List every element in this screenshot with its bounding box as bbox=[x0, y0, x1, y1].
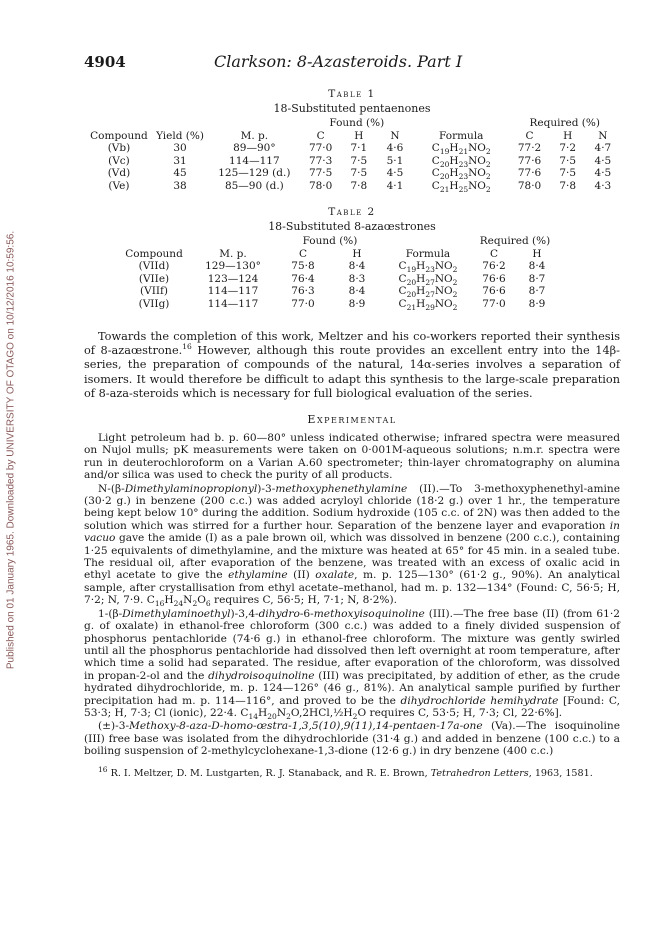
exp-p2-n-sym: N bbox=[183, 594, 193, 607]
cell-found-n: 4·1 bbox=[386, 179, 404, 192]
formula-o-sub: 2 bbox=[452, 265, 458, 275]
cell-formula bbox=[384, 273, 472, 286]
exp-p2-sub-n: 2 bbox=[192, 599, 198, 609]
formula-h-sub: 29 bbox=[425, 302, 435, 312]
table1-title: 18-Substituted pentaenones bbox=[273, 102, 431, 115]
footnote-ref: 16 bbox=[98, 764, 108, 774]
table2-row bbox=[118, 260, 558, 273]
table1-row bbox=[86, 180, 620, 193]
formula-rest: NO bbox=[468, 179, 486, 192]
table1-caption: Table 1 bbox=[328, 88, 376, 100]
cell-compound: (VIIe) bbox=[138, 272, 170, 285]
formula-rest: NO bbox=[468, 167, 486, 179]
cell-found-h: 7·5 bbox=[350, 154, 368, 167]
formula-h-sub: 27 bbox=[425, 277, 435, 287]
formula-h: H bbox=[416, 297, 426, 310]
formula-o-sub: 2 bbox=[485, 172, 491, 182]
table1-found-label: Found (%) bbox=[329, 117, 385, 129]
cell-req-h: 7·5 bbox=[559, 154, 577, 167]
exp-p3-h-sym: H bbox=[258, 706, 268, 719]
table1-col-compound: Compound bbox=[90, 129, 148, 142]
cell-yield: 31 bbox=[173, 154, 187, 167]
download-watermark-text: Published on 01 January 1965. Downloaded by UNIVERSITY OF OTAGO on 10/12/2016 10:59:56. bbox=[5, 230, 17, 670]
cell-req-c: 76·6 bbox=[482, 272, 506, 285]
cell-compound: (VIIg) bbox=[138, 297, 170, 310]
exp-p2-oxalate: oxalate bbox=[315, 569, 355, 582]
cell-req-n: 4·5 bbox=[594, 167, 612, 179]
exp-p2-title: Dimethylaminopropionyl bbox=[124, 482, 258, 495]
formula-h: H bbox=[416, 260, 426, 272]
exp-p4-b: (Va).—The isoquinoline (III) free base was isolated from the dihydrochloride (31·4 g.) and added in benzene (100 c.c.) to a boiling suspension of 2-methylcyclohexane-1,3-dione (12·6 g.) in dry benzene (400 c.c.) bbox=[84, 720, 620, 758]
exp-p2-invacuo: in vacuo bbox=[84, 519, 620, 545]
cell-req-h: 7·8 bbox=[559, 179, 577, 192]
exp-p2-b: )-3- bbox=[257, 482, 276, 495]
cell-yield: 30 bbox=[173, 142, 187, 154]
cell-mp: 114—117 bbox=[207, 297, 259, 310]
formula-c: C bbox=[398, 285, 407, 297]
table2-caption: Table 2 bbox=[328, 206, 376, 218]
footnote-16 bbox=[84, 764, 620, 780]
page-content bbox=[84, 52, 620, 779]
exp-p3-g: O requires C, 53·5; H, 7·3; Cl, 22·6%]. bbox=[357, 706, 563, 719]
formula-h-sub: 23 bbox=[425, 265, 435, 275]
formula-rest: NO bbox=[468, 142, 486, 154]
table2-required-label: Required (%) bbox=[479, 235, 551, 247]
cell-found-c: 75·8 bbox=[291, 260, 315, 272]
table2-title: 18-Substituted 8-azaœstrones bbox=[268, 220, 436, 233]
table1-col-found-h: H bbox=[354, 129, 364, 142]
exp-p3-title: Dimethylaminoethyl bbox=[122, 607, 231, 620]
cell-req-n: 4·7 bbox=[594, 142, 612, 154]
cell-formula bbox=[413, 142, 509, 155]
cell-req-c: 77·2 bbox=[517, 142, 542, 154]
cell-found-h: 8·9 bbox=[348, 297, 366, 310]
formula-o-sub: 2 bbox=[485, 147, 491, 157]
table2-header-row bbox=[118, 248, 558, 261]
exp-p2-a: N-(β- bbox=[98, 482, 125, 495]
table2-row bbox=[118, 285, 558, 298]
exp-p2-sub-h: 24 bbox=[173, 599, 184, 609]
cell-formula bbox=[384, 260, 472, 273]
exp-p2-d: gave the amide (I) as a pale brown oil, which was dissolved in benzene (200 c.c.), containing 1·25 equivalents of dimethylamine, and the mixture was heated at 65° for 45 min. in a sealed tube. The residual oil, after evaporation of the benzene, was treated with an excess of oxalic acid in ethyl acetate to give the bbox=[84, 532, 620, 582]
cell-mp: 85—90 (d.) bbox=[224, 179, 284, 192]
table1-body bbox=[86, 142, 620, 192]
table2-col-req-h: H bbox=[532, 247, 542, 260]
cell-req-c: 77·6 bbox=[517, 167, 542, 179]
cell-found-h: 7·5 bbox=[350, 167, 368, 179]
intro-text-b: However, although this route provides an excellent entry into the 14β-series, the preparation of compounds of the natural, 14α-series involves a separation of isomers. It would therefore be difficult to adapt this synthesis to the large-scale preparation of 8-aza-steroids which is necessary for full biological evaluation of the series. bbox=[84, 344, 620, 400]
cell-found-n: 4·5 bbox=[386, 167, 404, 179]
cell-formula bbox=[384, 298, 472, 311]
exp-p3-title2: dihydro bbox=[258, 607, 300, 620]
cell-mp: 125—129 (d.) bbox=[218, 167, 291, 179]
cell-req-n: 4·3 bbox=[594, 179, 612, 192]
formula-c: C bbox=[431, 167, 440, 179]
formula-o-sub: 2 bbox=[452, 277, 458, 287]
exp-p3-sub-c: 14 bbox=[248, 712, 259, 722]
table1-col-yield: Yield (%) bbox=[156, 129, 204, 142]
formula-h: H bbox=[449, 154, 459, 167]
cell-req-h: 8·7 bbox=[528, 285, 546, 297]
cell-formula bbox=[413, 180, 509, 193]
cell-yield: 45 bbox=[173, 167, 187, 179]
exp-p2-g: requires C, 56·5; H, 7·1; N, 8·2%). bbox=[210, 594, 398, 607]
intro-text-a: Towards the completion of this work, Meltzer and his co-workers reported their synthesis of 8-azaœstrone. bbox=[84, 330, 620, 358]
cell-found-n: 5·1 bbox=[386, 154, 404, 167]
table1-col-req-c: C bbox=[525, 129, 534, 142]
formula-h: H bbox=[449, 167, 459, 179]
table1-header-row bbox=[86, 130, 620, 143]
cell-found-c: 76·4 bbox=[291, 272, 315, 285]
cell-mp: 89—90° bbox=[233, 142, 276, 154]
formula-c-sub: 20 bbox=[439, 172, 450, 182]
intro-paragraph bbox=[84, 330, 620, 401]
cell-found-h: 7·1 bbox=[350, 142, 368, 154]
formula-h-sub: 25 bbox=[458, 184, 469, 194]
exp-p3-mid: O,2HCl,½H bbox=[290, 706, 353, 719]
exp-p3-c: -6- bbox=[299, 607, 314, 620]
cell-req-n: 4·5 bbox=[594, 154, 612, 167]
exp-p3-f: [Found: C, 53·3; H, 7·3; Cl (ionic), 22·4. C bbox=[84, 694, 620, 719]
cell-formula bbox=[413, 155, 509, 168]
experimental-heading: Experimental bbox=[307, 413, 397, 427]
exp-p4-title-b: -homo-œstra-1,3,5(10),9(11),14-pentaen-17a-one bbox=[219, 720, 483, 733]
formula-rest: NO bbox=[434, 297, 453, 310]
table1-col-req-h: H bbox=[563, 129, 573, 142]
cell-compound: (Vd) bbox=[107, 167, 131, 179]
table1-group-header bbox=[86, 117, 620, 130]
table2-col-found-c: C bbox=[298, 247, 308, 260]
exp-p3-d: (III).—The free base (II) (from 61·2 g. of oxalate) in ethanol-free chloroform (300 c.c.) was added to a finely divided suspension of phosphorus pentachloride (74·6 g.) in ethanol-free chloroform. The mixture was gently swirled until all the phosphorus pentachloride had dissolved then left overnight at room temperature, after which time a solid had separated. The residue, after evaporation of the chloroform, was dissolved in propan-2-ol and the bbox=[84, 607, 620, 682]
table1-col-req-n: N bbox=[598, 129, 608, 142]
cell-req-h: 8·7 bbox=[528, 272, 546, 285]
cell-req-h: 7·2 bbox=[559, 142, 577, 154]
formula-c-sub: 20 bbox=[406, 290, 417, 300]
table1-required-label: Required (%) bbox=[529, 117, 600, 129]
exp-paragraph-general: Light petroleum had b. p. 60—80° unless indicated otherwise; infrared spectra were measured on Nujol mulls; pK measurements were taken on 0·001M-aqueous solutions; n.m.r. spectra were run in deuterochloroform on a Varian A.60 spectrometer; thin-layer chromatography on alumina and/or silica was used to check the purity of all products. bbox=[84, 432, 620, 482]
cell-found-h: 8·4 bbox=[348, 285, 366, 297]
formula-c: C bbox=[431, 154, 440, 167]
formula-h-sub: 23 bbox=[458, 159, 469, 169]
exp-p3-sub-h2: 2 bbox=[352, 712, 358, 722]
formula-c-sub: 19 bbox=[406, 265, 417, 275]
exp-p4-title: Methoxy-8-aza- bbox=[129, 720, 212, 733]
cell-req-c: 77·0 bbox=[482, 297, 506, 310]
formula-h: H bbox=[416, 285, 426, 297]
formula-h-sub: 23 bbox=[458, 172, 469, 182]
exp-paragraph-amine bbox=[84, 483, 620, 607]
experimental-body bbox=[84, 432, 620, 758]
page-header bbox=[84, 52, 620, 74]
formula-h: H bbox=[449, 179, 459, 192]
exp-p2-f: , m. p. 125—130° (61·2 g., 90%). An analytical sample, after crystallisation from ethyl acetate–methanol, had m. p. 132—134° (Found: C, 56·5; H, 7·2; N, 7·9. C bbox=[84, 569, 620, 607]
exp-p4-title-d: D bbox=[211, 720, 220, 733]
formula-h-sub: 21 bbox=[458, 147, 469, 157]
cell-found-h: 7·8 bbox=[350, 179, 368, 192]
cell-req-h: 7·5 bbox=[559, 167, 577, 179]
cell-found-n: 4·6 bbox=[386, 142, 404, 154]
table1-row bbox=[86, 142, 620, 155]
formula-c-sub: 21 bbox=[439, 184, 450, 194]
formula-rest: NO bbox=[434, 285, 453, 297]
exp-p3-e: (III) was precipitated, by addition of ether, as the crude hydrated dihydrochloride, m. p. 124—126° (46 g., 81%). An analytical sample purified by further precipitation had m. p. 114—116°, and proved to be the bbox=[84, 669, 620, 707]
cell-req-c: 76·6 bbox=[482, 285, 506, 297]
table1-col-formula: Formula bbox=[439, 129, 484, 142]
table2-col-found-h: H bbox=[352, 247, 362, 260]
exp-p2-h-sym: H bbox=[164, 594, 174, 607]
cell-found-c: 77·5 bbox=[308, 167, 333, 179]
exp-p2-sub-c: 16 bbox=[154, 599, 165, 609]
formula-c: C bbox=[398, 260, 407, 272]
download-watermark bbox=[0, 150, 24, 750]
footnote-journal: Tetrahedron Letters bbox=[430, 767, 529, 779]
table2-col-mp: M. p. bbox=[219, 247, 247, 260]
cell-found-c: 77·0 bbox=[291, 297, 315, 310]
formula-c-sub: 21 bbox=[406, 302, 417, 312]
exp-p4-a: (±)-3- bbox=[98, 720, 130, 733]
table1-row bbox=[86, 167, 620, 180]
cell-compound: (Ve) bbox=[108, 179, 130, 192]
formula-h: H bbox=[449, 142, 459, 154]
formula-o-sub: 2 bbox=[452, 290, 458, 300]
cell-mp: 114—117 bbox=[229, 154, 280, 167]
table1-col-mp: M. p. bbox=[240, 129, 269, 142]
table2-col-compound: Compound bbox=[125, 247, 183, 260]
cell-compound: (VIIf) bbox=[140, 285, 168, 297]
exp-p2-e: (II) bbox=[287, 569, 316, 582]
table2-found-label: Found (%) bbox=[302, 235, 358, 247]
exp-p3-b: )-3,4- bbox=[230, 607, 259, 620]
exp-p2-ethylamine: ethylamine bbox=[228, 569, 288, 582]
formula-rest: NO bbox=[468, 154, 486, 167]
cell-found-c: 77·0 bbox=[308, 142, 333, 154]
cell-formula bbox=[384, 285, 472, 298]
cell-req-c: 77·6 bbox=[517, 154, 542, 167]
footnote-authors: R. I. Meltzer, D. M. Lustgarten, R. J. Stanaback, and R. E. Brown, bbox=[107, 767, 431, 779]
formula-c-sub: 19 bbox=[439, 147, 450, 157]
exp-paragraph-pentaenone bbox=[84, 720, 620, 757]
formula-c: C bbox=[398, 272, 407, 285]
running-title: Clarkson: 8-Azasteroids. Part I bbox=[214, 52, 463, 71]
cell-req-h: 8·9 bbox=[528, 297, 546, 310]
footnote-details: , 1963, 1581. bbox=[528, 767, 593, 779]
cell-yield: 38 bbox=[173, 179, 187, 192]
exp-p2-title2: methoxyphenethylamine bbox=[275, 482, 408, 495]
cell-found-h: 8·4 bbox=[348, 260, 366, 272]
cell-compound: (Vb) bbox=[107, 142, 131, 154]
formula-h: H bbox=[416, 272, 426, 285]
cell-mp: 123—124 bbox=[207, 272, 259, 285]
cell-found-c: 78·0 bbox=[308, 179, 333, 192]
cell-compound: (VIId) bbox=[138, 260, 170, 272]
exp-p3-dihydro: dihydroisoquinoline bbox=[208, 669, 315, 682]
formula-c-sub: 20 bbox=[406, 277, 417, 287]
table1-row bbox=[86, 155, 620, 168]
exp-p3-a: 1-(β- bbox=[98, 607, 123, 620]
exp-p3-sub-h: 20 bbox=[267, 712, 277, 722]
exp-p3-hemi: dihydrochloride hemihydrate bbox=[400, 694, 559, 707]
cell-compound: (Vc) bbox=[108, 154, 130, 167]
exp-p2-sub-o: 6 bbox=[205, 599, 211, 609]
cell-found-c: 77·3 bbox=[308, 154, 333, 167]
formula-o-sub: 2 bbox=[485, 159, 491, 169]
cell-req-c: 78·0 bbox=[517, 179, 542, 192]
intro-ref-16: 16 bbox=[182, 342, 192, 352]
table2-col-formula: Formula bbox=[405, 247, 451, 260]
table2-group-header bbox=[118, 235, 558, 248]
formula-rest: NO bbox=[434, 272, 453, 285]
cell-req-c: 76·2 bbox=[482, 260, 506, 272]
exp-p3-n-sym: N bbox=[276, 706, 287, 719]
formula-o-sub: 2 bbox=[452, 302, 458, 312]
formula-c: C bbox=[431, 179, 440, 192]
cell-found-h: 8·3 bbox=[348, 272, 366, 285]
cell-formula bbox=[413, 167, 509, 180]
formula-rest: NO bbox=[434, 260, 453, 272]
formula-c: C bbox=[431, 142, 440, 154]
table2-row bbox=[118, 298, 558, 311]
table1 bbox=[86, 117, 620, 192]
formula-c-sub: 20 bbox=[439, 159, 450, 169]
cell-mp: 114—117 bbox=[207, 285, 259, 297]
formula-o-sub: 2 bbox=[485, 184, 491, 194]
formula-h-sub: 27 bbox=[425, 290, 435, 300]
exp-p3-title3: methoxyisoquinoline bbox=[313, 607, 425, 620]
exp-p3-sub-n: 2 bbox=[286, 712, 291, 722]
cell-req-h: 8·4 bbox=[528, 260, 546, 272]
cell-found-c: 76·3 bbox=[291, 285, 315, 297]
exp-paragraph-isoquinoline bbox=[84, 608, 620, 720]
page-number: 4904 bbox=[84, 53, 126, 71]
table2-col-req-c: C bbox=[489, 247, 499, 260]
table2-body bbox=[118, 260, 558, 310]
cell-mp: 129—130° bbox=[205, 260, 261, 272]
table1-col-found-c: C bbox=[316, 129, 325, 142]
exp-p2-o-sym: O bbox=[197, 594, 206, 607]
exp-p2-c: (II).—To 3-methoxyphenethyl-amine (30·2 g.) in benzene (200 c.c.) was added acryloyl chloride (18·2 g.) over 1 hr., the temperature being kept below 10° during the addition. Sodium hydroxide (105 c.c. of 2N) was then added to the solution which was stirred for a further hour. Separation of the benzene layer and evaporation bbox=[84, 482, 620, 532]
formula-c: C bbox=[398, 297, 407, 310]
table2 bbox=[118, 235, 558, 310]
table2-row bbox=[118, 273, 558, 286]
table1-col-found-n: N bbox=[390, 129, 400, 142]
